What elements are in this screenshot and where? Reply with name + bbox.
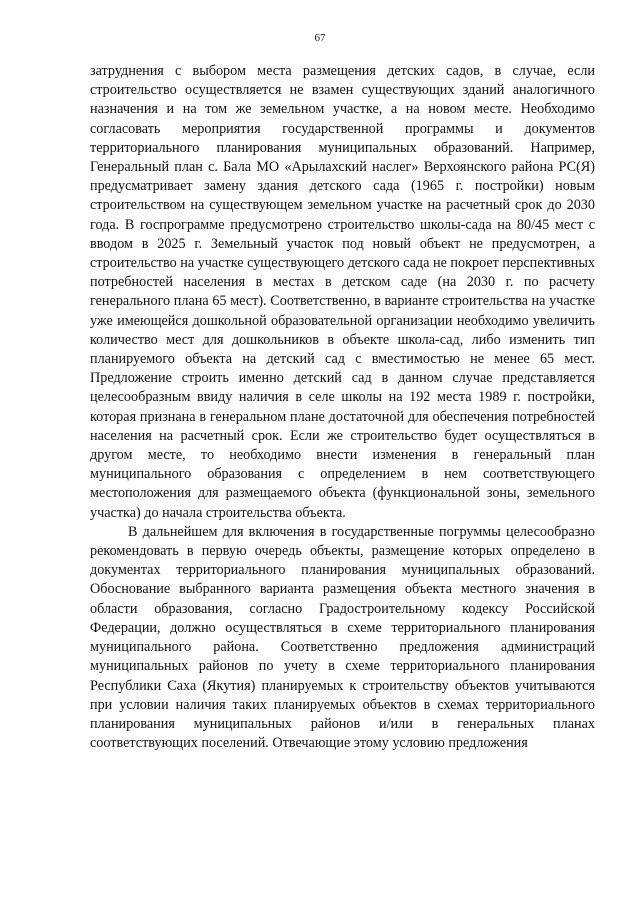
document-body [90,62,595,753]
page-number: 67 [314,32,326,44]
paragraph-2: В дальнейшем для включения в государственные погруммы целесообразно рекомендовать в первую очередь объекты, размещение которых определено в документах территориального планирования муниципальных образований. Обоснование выбранного варианта размещения объекта местного значения в области образования, согласно Градостроительному кодексу Российской Федерации, должно осуществляться в схеме территориального планирования муниципального района. Соответственно предложения администраций муниципальных районов по учету в схеме территориального планирования Республики Саха (Якутия) планируемых к строительству объектов учитываются при условии наличия таких планируемых объектов в схемах территориального планирования муниципальных районов и/или в генеральных планах соответствующих поселений. Отвечающие этому условию предложения [90,523,595,752]
paragraph-1: затруднения с выбором места размещения детских садов, в случае, если строительство осуществляется не взамен существующих зданий аналогичного назначения и на том же земельном участке, а на новом месте. Необходимо согласовать мероприятия государственной программы и документов территориального планирования муниципальных образований. Например, Генеральный план с. Бала МО «Арылахский наслег» Верхоянского района РС(Я) предусматривает замену здания детского сада (1965 г. постройки) новым строительством на существующем земельном участке на расчетный срок до 2030 года. В госпрограмме предусмотрено строительство школы-сада на 80/45 мест с вводом в 2025 г. Земельный участок под новый объект не предусмотрен, а строительство на участке существующего детского сада не покроет перспективных потребностей населения в местах в детском саде (на 2030 г. по расчету генерального плана 65 мест). Соответственно, в варианте строительства на участке уже имеющейся дошкольной образовательной организации необходимо увеличить количество мест для дошкольников в объекте школа-сад, либо изменить тип планируемого объекта на детский сад с вместимостью не менее 65 мест. Предложение строить именно детский сад в данном случае представляется целесообразным ввиду наличия в селе школы на 192 места 1989 г. постройки, которая признана в генеральном плане достаточной для обеспечения потребностей населения на расчетный срок. Если же строительство будет осуществляться в другом месте, то необходимо внести изменения в генеральный план муниципального образования с определением в нем соответствующего местоположения для размещаемого объекта (функциональной зоны, земельного участка) до начала строительства объекта. [90,63,595,521]
